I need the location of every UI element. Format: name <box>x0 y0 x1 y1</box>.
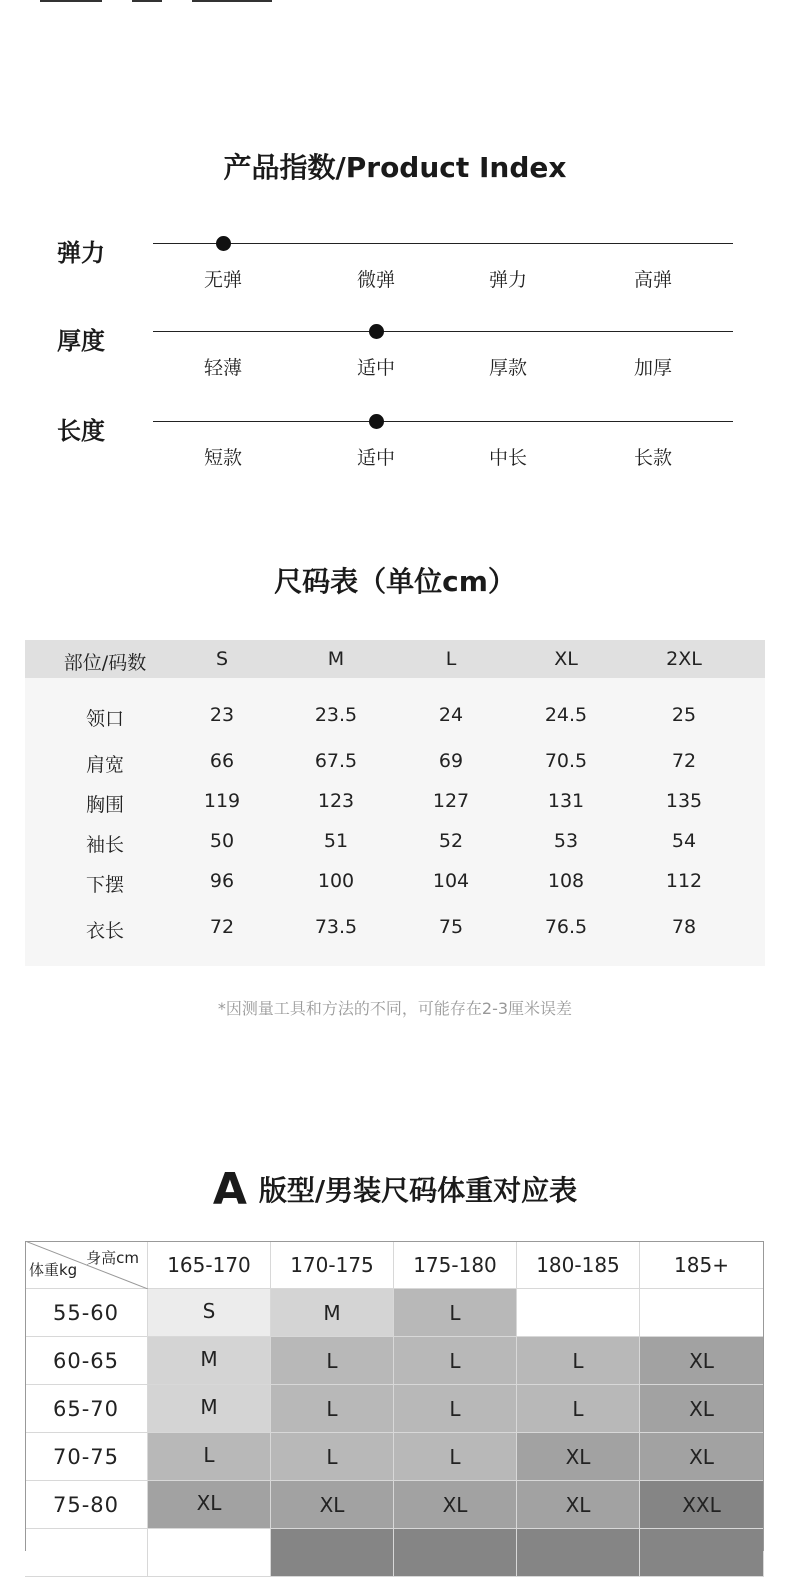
index-label: 长度 <box>57 417 105 445</box>
index-marker <box>216 236 231 251</box>
size-row-label: 下摆 <box>85 874 125 896</box>
size-chart-title: 尺码表（单位cm） <box>274 565 516 598</box>
size-value: 23.5 <box>314 704 358 726</box>
size-recommendation-cell <box>640 1289 764 1337</box>
size-value: 25 <box>671 704 697 726</box>
size-recommendation-cell: XL <box>148 1481 271 1529</box>
size-recommendation-cell: XL <box>640 1337 764 1385</box>
index-label: 弹力 <box>57 239 105 267</box>
index-option: 加厚 <box>633 357 673 379</box>
size-row-label: 衣长 <box>85 920 125 942</box>
size-recommendation-cell: L <box>271 1337 394 1385</box>
weight-row-label: 65-70 <box>25 1385 148 1433</box>
index-option: 厚款 <box>488 357 528 379</box>
size-header-cell: M <box>327 648 345 670</box>
height-header-cell: 165-170 <box>148 1241 271 1289</box>
size-header-cell: S <box>215 648 229 670</box>
measurement-note: *因测量工具和方法的不同，可能存在2-3厘米误差 <box>217 999 573 1018</box>
size-recommendation-cell: XL <box>640 1433 764 1481</box>
size-recommendation-cell: L <box>271 1433 394 1481</box>
index-marker <box>369 414 384 429</box>
index-option: 适中 <box>356 447 396 469</box>
size-row-label: 袖长 <box>85 834 125 856</box>
size-value: 52 <box>438 830 464 852</box>
index-option: 高弹 <box>633 269 673 291</box>
index-scale-line <box>153 331 733 332</box>
size-value: 54 <box>671 830 697 852</box>
product-index-title: 产品指数/Product Index <box>223 151 567 184</box>
size-recommendation-cell: XL <box>394 1481 517 1529</box>
weight-chart-title-text: 版型/男装尺码体重对应表 <box>258 1174 578 1207</box>
size-recommendation-cell: S <box>148 1289 271 1337</box>
size-value: 24.5 <box>544 704 588 726</box>
size-recommendation-cell: L <box>517 1337 640 1385</box>
size-value: 69 <box>438 750 464 772</box>
size-row-label: 领口 <box>85 708 125 730</box>
size-recommendation-cell: XL <box>640 1385 764 1433</box>
size-recommendation-cell: XL <box>517 1433 640 1481</box>
weight-row-label <box>25 1529 148 1577</box>
size-header-cell: 部位/码数 <box>63 652 147 674</box>
size-value: 70.5 <box>544 750 588 772</box>
size-recommendation-cell <box>148 1529 271 1577</box>
size-header-cell: 2XL <box>666 648 702 670</box>
index-marker <box>369 324 384 339</box>
cropped-top-text <box>40 0 440 6</box>
size-value: 51 <box>323 830 349 852</box>
size-recommendation-cell: M <box>271 1289 394 1337</box>
size-recommendation-cell: M <box>148 1385 271 1433</box>
corner-height-label: 身高cm <box>86 1249 139 1267</box>
size-value: 66 <box>209 750 235 772</box>
size-value: 108 <box>547 870 585 892</box>
size-recommendation-cell: XL <box>271 1481 394 1529</box>
size-value: 23 <box>209 704 235 726</box>
size-chart-table <box>25 640 765 966</box>
size-recommendation-cell: L <box>148 1433 271 1481</box>
weight-row-label: 70-75 <box>25 1433 148 1481</box>
index-label: 厚度 <box>57 327 105 355</box>
size-value: 67.5 <box>314 750 358 772</box>
height-header-cell: 180-185 <box>517 1241 640 1289</box>
size-recommendation-cell: L <box>394 1385 517 1433</box>
index-row-1 <box>0 239 790 303</box>
size-recommendation-cell <box>517 1529 640 1577</box>
size-recommendation-cell: L <box>394 1289 517 1337</box>
size-recommendation-cell <box>271 1529 394 1577</box>
size-row-label: 肩宽 <box>85 754 125 776</box>
size-value: 73.5 <box>314 916 358 938</box>
size-value: 131 <box>547 790 585 812</box>
size-recommendation-cell <box>394 1529 517 1577</box>
size-header-cell: L <box>445 648 457 670</box>
size-recommendation-cell: L <box>394 1337 517 1385</box>
size-header-cell: XL <box>554 648 578 670</box>
size-recommendation-cell <box>640 1529 764 1577</box>
index-option: 短款 <box>203 447 243 469</box>
size-recommendation-cell: L <box>394 1433 517 1481</box>
index-option: 无弹 <box>203 269 243 291</box>
size-value: 119 <box>203 790 241 812</box>
corner-cell <box>25 1241 148 1289</box>
weight-row-label: 60-65 <box>25 1337 148 1385</box>
size-value: 78 <box>671 916 697 938</box>
index-option: 弹力 <box>488 269 528 291</box>
index-option: 轻薄 <box>203 357 243 379</box>
size-recommendation-cell: XL <box>517 1481 640 1529</box>
index-row-3 <box>0 417 790 481</box>
size-value: 100 <box>317 870 355 892</box>
index-option: 微弹 <box>356 269 396 291</box>
weight-row-label: 75-80 <box>25 1481 148 1529</box>
size-value: 75 <box>438 916 464 938</box>
size-value: 53 <box>553 830 579 852</box>
size-value: 135 <box>665 790 703 812</box>
weight-row-label: 55-60 <box>25 1289 148 1337</box>
index-scale-line <box>153 243 733 244</box>
size-value: 96 <box>209 870 235 892</box>
index-scale-line <box>153 421 733 422</box>
corner-weight-label: 体重kg <box>29 1261 78 1279</box>
size-value: 104 <box>432 870 470 892</box>
size-recommendation-cell: L <box>517 1385 640 1433</box>
size-value: 72 <box>671 750 697 772</box>
size-recommendation-cell: L <box>271 1385 394 1433</box>
size-value: 72 <box>209 916 235 938</box>
size-value: 50 <box>209 830 235 852</box>
size-value: 123 <box>317 790 355 812</box>
size-value: 24 <box>438 704 464 726</box>
height-header-cell: 170-175 <box>271 1241 394 1289</box>
index-row-2 <box>0 327 790 391</box>
version-badge: A <box>212 1164 247 1215</box>
size-value: 76.5 <box>544 916 588 938</box>
height-header-cell: 185+ <box>640 1241 764 1289</box>
size-recommendation-cell <box>517 1289 640 1337</box>
index-option: 长款 <box>633 447 673 469</box>
size-row-label: 胸围 <box>85 794 125 816</box>
size-value: 112 <box>665 870 703 892</box>
index-option: 中长 <box>488 447 528 469</box>
height-header-cell: 175-180 <box>394 1241 517 1289</box>
weight-chart-title <box>0 1164 790 1215</box>
size-recommendation-cell: M <box>148 1337 271 1385</box>
size-value: 127 <box>432 790 470 812</box>
index-option: 适中 <box>356 357 396 379</box>
size-recommendation-cell: XXL <box>640 1481 764 1529</box>
